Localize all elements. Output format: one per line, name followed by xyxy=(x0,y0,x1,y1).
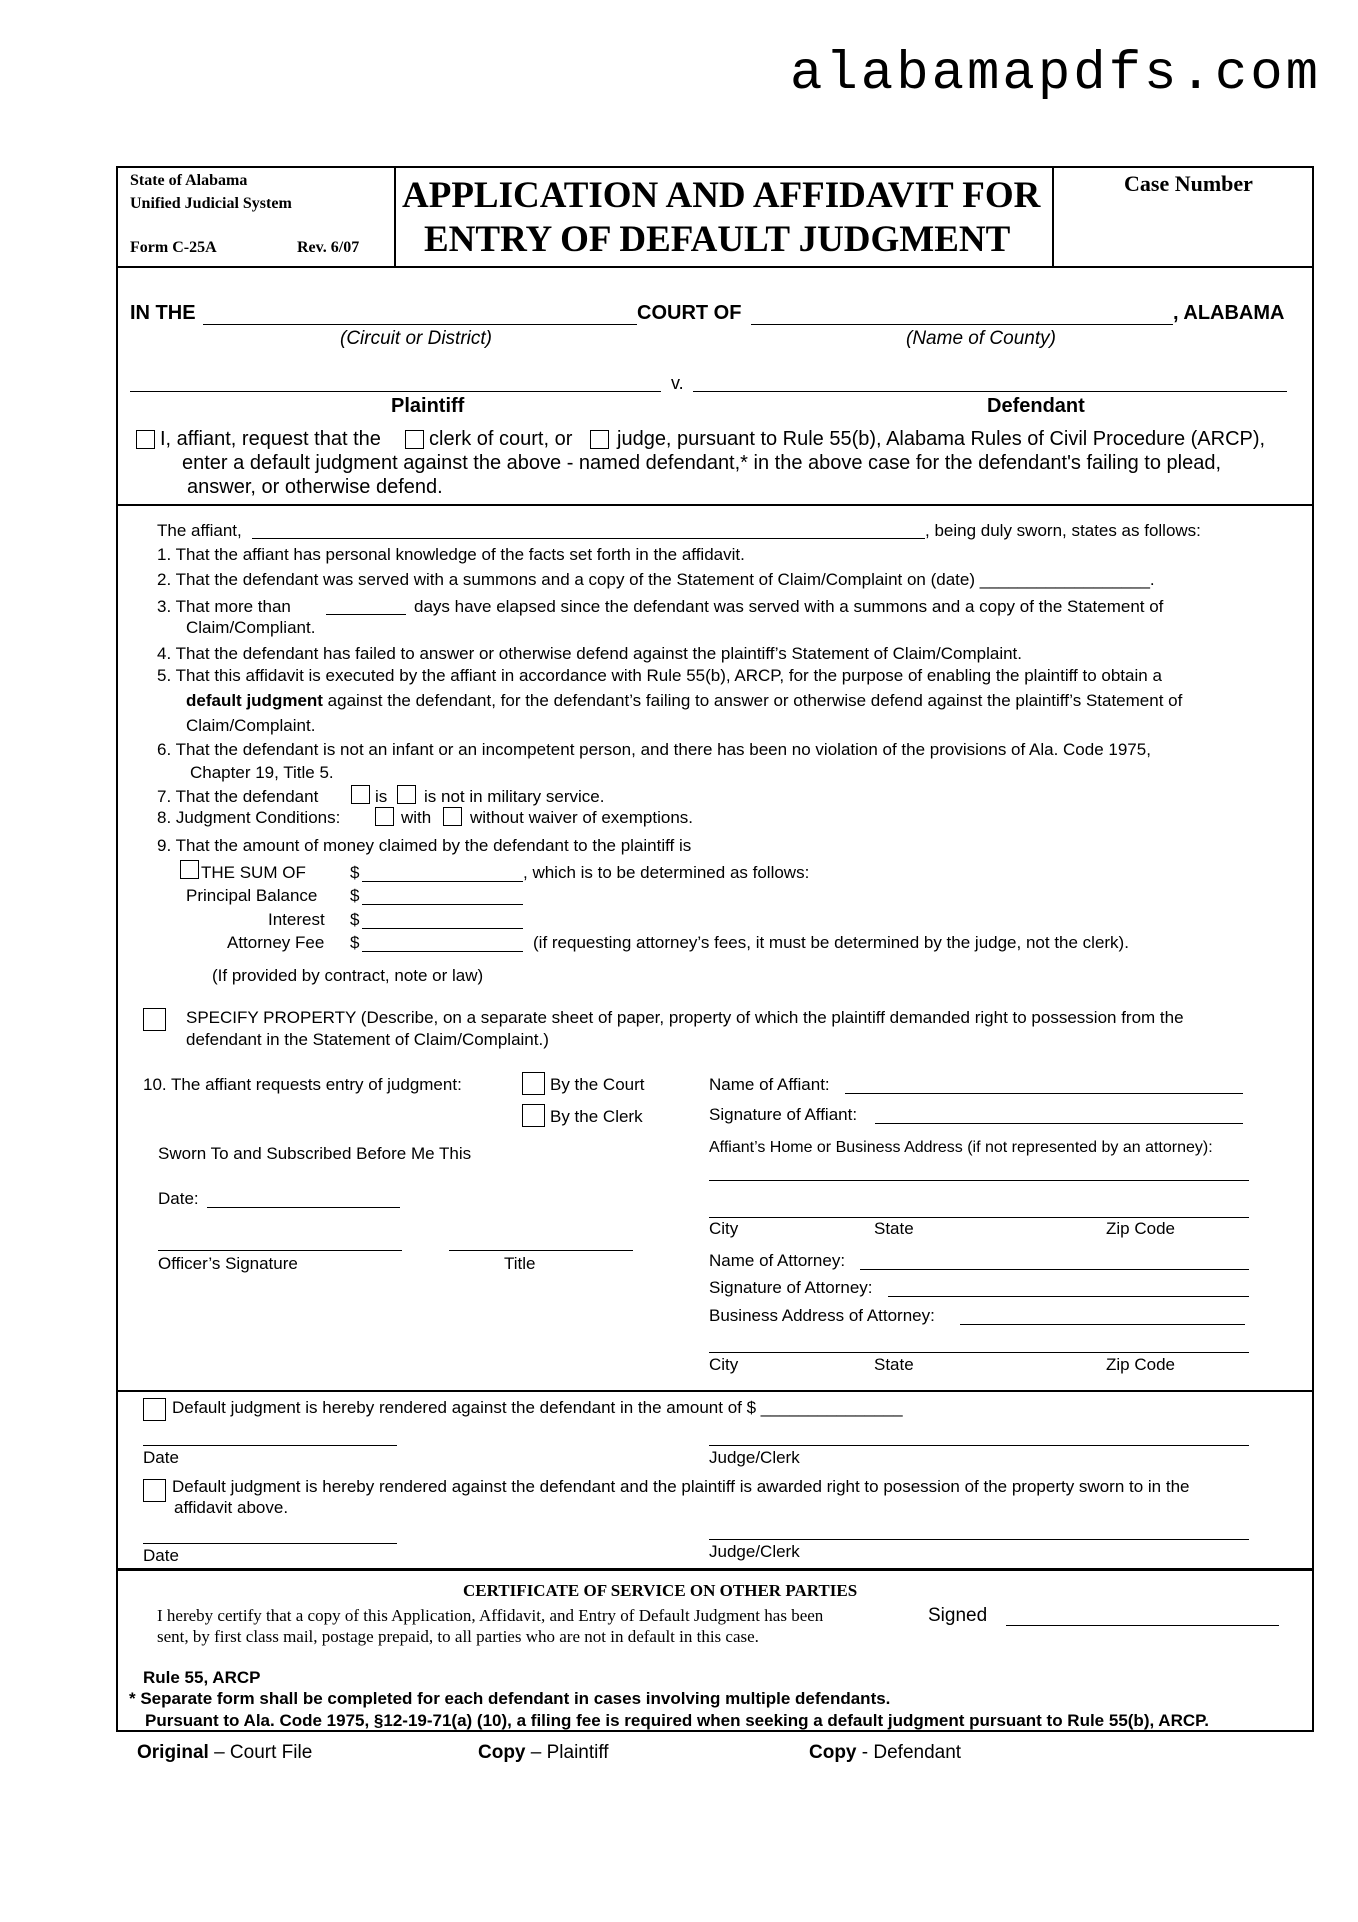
alabama-label: , ALABAMA xyxy=(1173,302,1285,324)
affiant-address-line2[interactable] xyxy=(709,1217,1249,1218)
item-10: 10. The affiant requests entry of judgment: xyxy=(143,1075,462,1094)
defendant-field[interactable] xyxy=(693,391,1287,392)
footer-original-bold: Original xyxy=(137,1742,209,1763)
system-label: Unified Judicial System xyxy=(130,195,292,212)
judgment-property-text-1: Default judgment is hereby rendered against the defendant and the plaintiff is awarded right to posession of the property sworn to in the xyxy=(172,1477,1190,1496)
filing-fee-note: Pursuant to Ala. Code 1975, §12-19-71(a) (10), a filing fee is required when seeking a default judgment pursuant to Rule 55(b), ARCP. xyxy=(145,1711,1209,1730)
judge-clerk-field-1[interactable] xyxy=(709,1445,1249,1446)
officer-signature-field[interactable] xyxy=(158,1250,402,1251)
affiant-zip-label: Zip Code xyxy=(1106,1219,1175,1238)
item-2: 2. That the defendant was served with a summons and a copy of the Statement of Claim/Complaint on (date) __________________. xyxy=(157,570,1155,589)
judgment-date-field-1[interactable] xyxy=(143,1445,397,1446)
officer-title-label: Title xyxy=(504,1254,536,1273)
sum-of-label: THE SUM OF xyxy=(201,863,306,882)
item-5-line2 xyxy=(186,691,1182,711)
judgment-amount-text: Default judgment is hereby rendered against the defendant in the amount of $ _______________ xyxy=(172,1398,903,1417)
with-waiver-checkbox[interactable] xyxy=(375,807,394,826)
item-1: 1. That the affiant has personal knowledge of the facts set forth in the affidavit. xyxy=(157,545,745,564)
circuit-hint: (Circuit or District) xyxy=(340,328,492,349)
attorney-fee-field[interactable] xyxy=(362,951,523,952)
addr-attorney-line2[interactable] xyxy=(709,1352,1249,1353)
contract-note: (If provided by contract, note or law) xyxy=(212,966,484,985)
specify-property-line2: defendant in the Statement of Claim/Complaint.) xyxy=(186,1030,549,1049)
affiant-state-label: State xyxy=(874,1219,914,1238)
name-affiant-field[interactable] xyxy=(845,1093,1243,1094)
form-title-line1: APPLICATION AND AFFIDAVIT FOR xyxy=(402,175,1041,216)
item-5-line2-rest: against the defendant, for the defendant’s failing to answer or otherwise defend against the plaintiff’s Statement of xyxy=(322,691,1183,710)
specify-property-checkbox[interactable] xyxy=(143,1008,166,1031)
form-number: Form C-25A xyxy=(130,239,217,256)
item-8-start: 8. Judgment Conditions: xyxy=(157,808,341,827)
judge-clerk-label-1: Judge/Clerk xyxy=(709,1448,800,1467)
interest-label: Interest xyxy=(268,910,325,929)
sworn-label: Sworn To and Subscribed Before Me This xyxy=(158,1144,472,1163)
attorney-city-label: City xyxy=(709,1355,739,1374)
footer-original xyxy=(137,1742,312,1764)
by-court-label: By the Court xyxy=(550,1075,645,1094)
circuit-field[interactable] xyxy=(203,324,637,325)
request-text-2: clerk of court, or xyxy=(429,428,573,450)
signed-label: Signed xyxy=(928,1605,988,1626)
request-text-5: answer, or otherwise defend. xyxy=(187,476,443,498)
attorney-fee-label: Attorney Fee xyxy=(227,933,325,952)
affiant-address-label: Affiant’s Home or Business Address (if not represented by an attorney): xyxy=(709,1139,1213,1156)
request-bottom-rule xyxy=(116,504,1314,506)
sig-attorney-label: Signature of Attorney: xyxy=(709,1278,873,1297)
sum-field[interactable] xyxy=(362,881,523,882)
military-is-checkbox[interactable] xyxy=(351,785,370,804)
attorney-zip-label: Zip Code xyxy=(1106,1355,1175,1374)
judgment-date-label-2: Date xyxy=(143,1546,179,1565)
judge-clerk-field-2[interactable] xyxy=(709,1539,1249,1540)
header-divider-2 xyxy=(1052,166,1054,267)
item-8-with: with xyxy=(401,808,432,827)
item-3-start: 3. That more than xyxy=(157,597,291,616)
principal-dollar: $ xyxy=(350,886,360,905)
item-5-line1: 5. That this affidavit is executed by the affiant in accordance with Rule 55(b), ARCP, for the purpose of enabling the plaintiff to obtain a xyxy=(157,666,1162,685)
certificate-signature-field[interactable] xyxy=(1006,1625,1279,1626)
judge-checkbox[interactable] xyxy=(590,430,609,449)
footer-copy-plaintiff xyxy=(478,1742,609,1764)
interest-field[interactable] xyxy=(362,928,523,929)
defendant-label: Defendant xyxy=(987,395,1085,417)
sum-suffix: , which is to be determined as follows: xyxy=(523,863,810,882)
attorney-fee-dollar: $ xyxy=(350,933,360,952)
specify-property-line1: SPECIFY PROPERTY (Describe, on a separate sheet of paper, property of which the plaintiff demanded right to possession from the xyxy=(186,1008,1184,1027)
affiant-intro: The affiant, xyxy=(157,521,242,540)
rule-label: Rule 55, ARCP xyxy=(143,1668,261,1687)
footer-copy-defendant-rest: - Defendant xyxy=(856,1742,962,1763)
item-3-end: days have elapsed since the defendant was served with a summons and a copy of the Statement of xyxy=(414,597,1164,616)
affiant-address-line1[interactable] xyxy=(709,1180,1249,1181)
default-judgment-emphasis: default judgment xyxy=(186,691,323,710)
officer-title-field[interactable] xyxy=(449,1250,633,1251)
certificate-text-2: sent, by first class mail, postage prepaid, to all parties who are not in default in this case. xyxy=(157,1627,759,1646)
header-bottom-rule xyxy=(116,266,1314,268)
by-clerk-label: By the Clerk xyxy=(550,1107,643,1126)
case-number-label: Case Number xyxy=(1124,171,1253,196)
affiant-city-label: City xyxy=(709,1219,739,1238)
request-text-3: judge, pursuant to Rule 55(b), Alabama Rules of Civil Procedure (ARCP), xyxy=(617,428,1266,450)
name-attorney-field[interactable] xyxy=(860,1269,1249,1270)
judgment-property-checkbox[interactable] xyxy=(143,1479,166,1502)
military-is-not-checkbox[interactable] xyxy=(397,785,416,804)
by-court-checkbox[interactable] xyxy=(522,1072,545,1095)
judge-clerk-label-2: Judge/Clerk xyxy=(709,1542,800,1561)
footer-copy-plaintiff-rest: – Plaintiff xyxy=(525,1742,609,1763)
item-7-is: is xyxy=(375,787,388,806)
addr-attorney-field[interactable] xyxy=(960,1324,1245,1325)
judgment-date-field-2[interactable] xyxy=(143,1543,397,1544)
attorney-fee-note: (if requesting attorney’s fees, it must be determined by the judge, not the clerk). xyxy=(533,933,1129,952)
certificate-text-1: I hereby certify that a copy of this Application, Affidavit, and Entry of Default Judgment has been xyxy=(157,1606,824,1625)
sig-affiant-label: Signature of Affiant: xyxy=(709,1105,858,1124)
footer-copy-defendant xyxy=(809,1742,961,1764)
sum-of-checkbox[interactable] xyxy=(180,860,199,879)
item-3-cont: Claim/Compliant. xyxy=(186,618,316,637)
item-4: 4. That the defendant has failed to answer or otherwise defend against the plaintiff’s Statement of Claim/Complaint. xyxy=(157,644,1022,663)
plaintiff-field[interactable] xyxy=(130,391,661,392)
officer-signature-label: Officer’s Signature xyxy=(158,1254,298,1273)
attorney-state-label: State xyxy=(874,1355,914,1374)
plaintiff-label: Plaintiff xyxy=(391,395,465,417)
date-label: Date: xyxy=(158,1189,199,1208)
name-affiant-label: Name of Affiant: xyxy=(709,1075,830,1094)
addr-attorney-label: Business Address of Attorney: xyxy=(709,1306,935,1325)
judgment-amount-checkbox[interactable] xyxy=(143,1398,166,1421)
sum-dollar: $ xyxy=(350,863,360,882)
footer-copy-plaintiff-bold: Copy xyxy=(478,1742,526,1763)
item-9: 9. That the amount of money claimed by the defendant to the plaintiff is xyxy=(157,836,692,855)
item-7-end: is not in military service. xyxy=(424,787,605,806)
footer-original-rest: – Court File xyxy=(208,1742,313,1763)
separate-form-note: * Separate form shall be completed for each defendant in cases involving multiple defendants. xyxy=(129,1689,891,1708)
header-divider-1 xyxy=(394,166,396,267)
interest-dollar: $ xyxy=(350,910,360,929)
state-label: State of Alabama xyxy=(130,172,248,189)
in-the-label: IN THE xyxy=(130,302,196,324)
item-7-start: 7. That the defendant xyxy=(157,787,319,806)
sig-attorney-field[interactable] xyxy=(888,1296,1249,1297)
affiant-request-checkbox[interactable] xyxy=(136,430,155,449)
judgment-property-text-2: affidavit above. xyxy=(174,1498,289,1517)
county-field[interactable] xyxy=(751,324,1173,325)
item-6-line1: 6. That the defendant is not an infant or an incompetent person, and there has been no violation of the provisions of Ala. Code 1975, xyxy=(157,740,1151,759)
county-hint: (Name of County) xyxy=(906,328,1056,349)
form-title-line2: ENTRY OF DEFAULT JUDGMENT xyxy=(424,219,1011,260)
principal-label: Principal Balance xyxy=(186,886,318,905)
days-field[interactable] xyxy=(326,614,406,615)
request-text-1: I, affiant, request that the xyxy=(160,428,381,450)
affiant-intro-end: , being duly sworn, states as follows: xyxy=(925,521,1201,540)
versus-label: v. xyxy=(671,373,684,393)
certificate-title: CERTIFICATE OF SERVICE ON OTHER PARTIES xyxy=(463,1581,858,1600)
sig-affiant-field[interactable] xyxy=(875,1123,1243,1124)
request-text-4: enter a default judgment against the above - named defendant,* in the above case for the defendant's failing to plead, xyxy=(182,452,1221,474)
footer-copy-defendant-bold: Copy xyxy=(809,1742,857,1763)
without-waiver-checkbox[interactable] xyxy=(443,807,462,826)
by-clerk-checkbox[interactable] xyxy=(522,1104,545,1127)
item-6-line2: Chapter 19, Title 5. xyxy=(190,763,334,782)
court-of-label: COURT OF xyxy=(637,302,742,324)
item-5-line3: Claim/Complaint. xyxy=(186,716,316,735)
clerk-checkbox[interactable] xyxy=(405,430,424,449)
judgment-top-rule xyxy=(116,1390,1314,1392)
revision: Rev. 6/07 xyxy=(297,239,360,256)
watermark: alabamapdfs.com xyxy=(790,44,1322,105)
affiant-name-field[interactable] xyxy=(252,538,925,539)
principal-field[interactable] xyxy=(362,904,523,905)
certificate-top-rule xyxy=(116,1568,1314,1571)
name-attorney-label: Name of Attorney: xyxy=(709,1251,846,1270)
judgment-date-label-1: Date xyxy=(143,1448,179,1467)
sworn-date-field[interactable] xyxy=(207,1207,400,1208)
item-8-end: without waiver of exemptions. xyxy=(470,808,693,827)
